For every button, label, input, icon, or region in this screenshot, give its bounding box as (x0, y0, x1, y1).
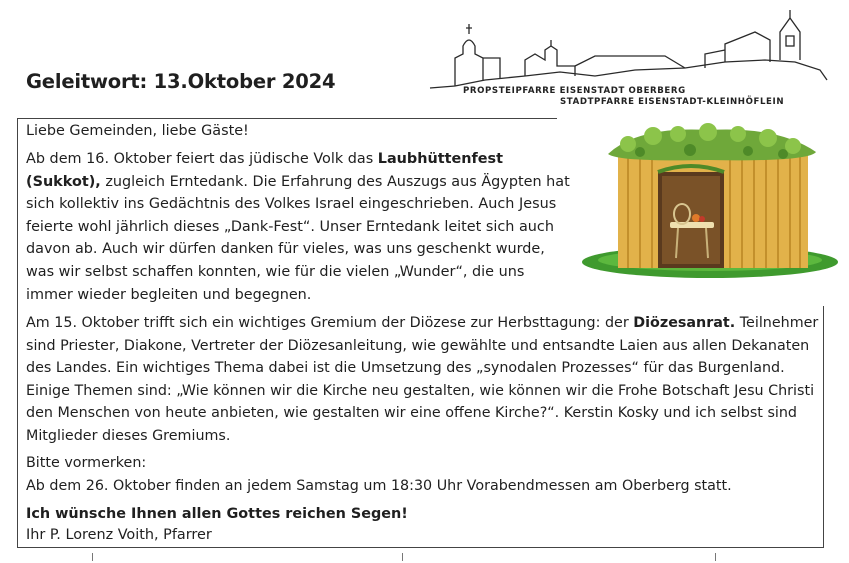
frame-top-border (17, 118, 557, 119)
scan-mark (402, 553, 403, 561)
highlight-sukkot: (Sukkot), (26, 173, 101, 190)
highlight-laubhuettenfest: Laubhüttenfest (377, 151, 503, 167)
frame-bottom-border (17, 547, 824, 548)
text-line: sich kollektiv ins Gedächtnis des Volkes Israel eingeschrieben. Auch Jesus (26, 196, 557, 213)
paragraph-reminder (26, 452, 732, 497)
text-line: den Menschen von heute anbieten, wie gestalten wir eine offene Kirche?“. Kerstin Kosky und ich selbst sind (26, 405, 798, 422)
text-line: des Landes. Ein wichtiges Thema dabei ist die Umsetzung des „synodalen Prozesses“ für das Burgenland. (26, 360, 785, 377)
text-line: Am 15. Oktober trifft sich ein wichtiges Gremium der Diözese zur Herbsttagung: der (26, 315, 634, 331)
scan-mark (92, 553, 93, 561)
text-line: zugleich Erntedank. Die Erfahrung des Auszugs aus Ägypten hat (100, 173, 570, 190)
highlight-dioezesanrat: Diözesanrat. (633, 315, 736, 331)
frame-left-border (17, 118, 18, 548)
scan-mark (715, 553, 716, 561)
text-line: davon ab. Auch wir dürfen danken für vieles, was uns geschenkt wurde, (26, 241, 545, 258)
text-line: Bitte vormerken: (26, 455, 147, 471)
paragraph-sukkot (26, 148, 570, 306)
text-line: feierte wohl jährlich dieses „Dank-Fest“. Unser Erntedank leitet sich auch (26, 218, 554, 235)
parish-name-line2: STADTPFARRE EISENSTADT-KLEINHÖFLEIN (560, 97, 785, 107)
text-line: Ab dem 16. Oktober feiert das jüdische Volk das (26, 151, 378, 167)
frame-right-border (823, 306, 824, 548)
parish-name-line1: PROPSTEIPFARRE EISENSTADT OBERBERG (463, 86, 686, 96)
letter-greeting: Liebe Gemeinden, liebe Gäste! (26, 123, 249, 139)
sukkah-hut-icon (578, 122, 840, 280)
signature: Ihr P. Lorenz Voith, Pfarrer (26, 527, 212, 543)
text-line: Teilnehmer (735, 315, 819, 331)
text-line: was wir selbst schaffen konnten, wie für die vielen „Wunder“, die uns (26, 263, 525, 280)
text-line: Mitglieder dieses Gremiums. (26, 427, 231, 444)
page-title: Geleitwort: 13.Oktober 2024 (26, 70, 336, 93)
paragraph-dioezesanrat (26, 312, 818, 448)
text-line: sind Priester, Diakone, Vertreter der Diözesanleitung, wie gewählte und entsandte Laien aus allen Dekanaten (26, 337, 810, 354)
closing-blessing: Ich wünsche Ihnen allen Gottes reichen Segen! (26, 506, 408, 522)
text-line: Ab dem 26. Oktober finden an jedem Samstag um 18:30 Uhr Vorabendmessen am Oberberg statt. (26, 477, 732, 494)
text-line: Einige Themen sind: „Wie können wir die Kirche neu gestalten, wie können wir die Frohe Botschaft Jesu Christi (26, 382, 815, 399)
text-line: immer wieder begleiten und begegnen. (26, 286, 312, 303)
